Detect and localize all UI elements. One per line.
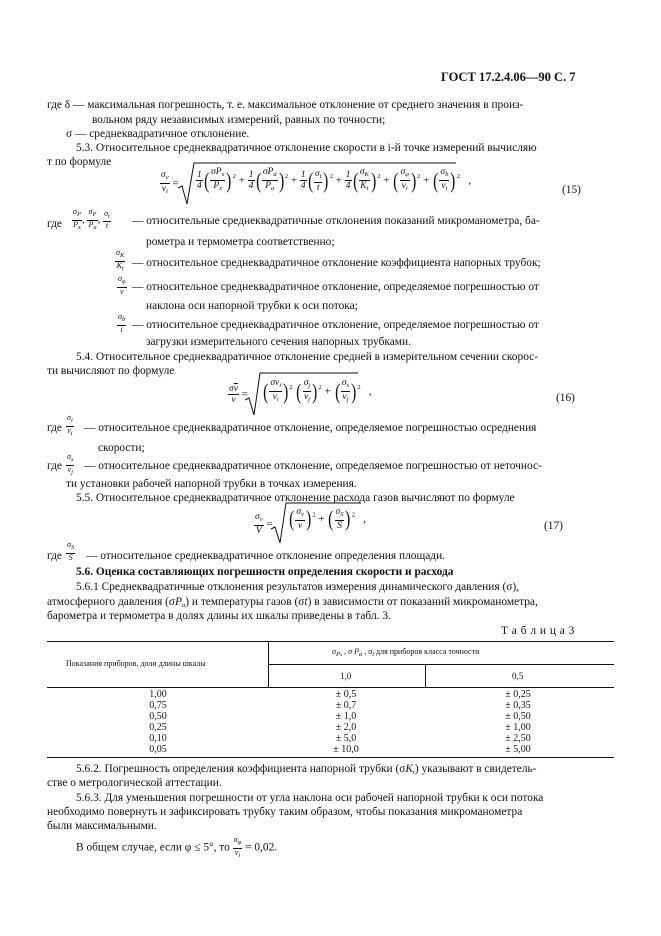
p56-line1: 5.6.1 Среднеквадратичные отклонения результатов измерения динамического давления (σ),	[76, 581, 520, 593]
table-bottom-rule	[47, 757, 614, 758]
table-group-header: $\sigma_{Px}$ , σ $P_a$ , $\sigma_t$ для приборов класса точности	[332, 647, 480, 658]
defs16-prefix2: где	[47, 460, 62, 472]
p55-line1: 5.5. Относительное среднеквадратичное отклонение расхода газов вычисляют по формуле	[76, 492, 515, 504]
p54-line1: 5.4. Относительное среднеквадратичное отклонение средней в измерительном сечении скорос-	[76, 351, 539, 363]
table-cell-reading: 0,50	[149, 711, 167, 722]
table3-caption: Т а б л и ц а 3	[501, 625, 575, 637]
defs17-prefix: где	[47, 550, 62, 562]
defs16-line3: — относительное среднеквадратичное отклонение, определяемое погрешностью от неточнос-	[84, 460, 542, 472]
p56-line3: барометра и термометра в долях длины их шкалы приведены в табл. 3.	[47, 610, 391, 622]
delta-def-line1: где δ — максимальная погрешность, т. е. максимальное отклонение от среднего значения в произ-	[47, 99, 524, 111]
table-cell-class-1: ± 0,5	[335, 689, 357, 700]
table-cell-class-1: ± 10,0	[333, 744, 359, 755]
table-cell-reading: 1,00	[149, 689, 167, 700]
p562-line2: стве о метрологической аттестации.	[47, 777, 222, 789]
table-cell-class-05: ± 0,50	[505, 711, 531, 722]
p562-line1: 5.6.2. Погрешность определения коэффициента напорной трубки $(\sigma K_t)$ указывают в свидетель-	[76, 763, 537, 776]
p53-line2: т по формуле	[47, 156, 112, 168]
frac-sigma-S: $\frac{\sigma_S}{S}$	[67, 540, 75, 562]
formula-16: $\frac{\sigma\overline{v}}{v}$ =	[229, 384, 248, 405]
p53-line1: 5.3. Относительное среднеквадратичное отклонение скорости в i-й точке измерений вычисляю	[76, 142, 537, 154]
p563-line2: необходимо повернуть и зафиксировать трубку таким образом, чтобы показания микроманометра	[47, 806, 523, 818]
delta-def-line2: вольном ряду независимых измерений, равных по точности;	[92, 114, 386, 126]
table-class-1: 1,0	[340, 671, 352, 681]
p56-heading: 5.6. Оценка составляющих погрешности определения скорости и расхода	[76, 566, 454, 578]
p563-line1: 5.6.3. Для уменьшения погрешности от угла наклона оси рабочей напорной трубки к оси потока	[76, 792, 544, 804]
table-cell-class-1: ± 0,7	[335, 700, 357, 711]
frac-sigma-i-vi: $\frac{\sigma_i}{v_i}$	[67, 413, 73, 437]
table-col1-header: Показания приборов, доли длины шкалы	[66, 659, 206, 668]
defs15-line3: — относительное среднеквадратичное отклонение коэффициента напорных трубок;	[132, 257, 541, 269]
table-cell-reading: 0,25	[149, 722, 167, 733]
table-class-divider	[425, 664, 426, 687]
eq-number-16: (16)	[556, 392, 575, 404]
table-cell-reading: 0,75	[149, 700, 167, 711]
defs15-fracs: $\frac{\sigma_P}{P_x}$ , $\frac{\sigma_P}{P_a}$ , $\frac{\sigma_t}{t}$	[73, 207, 110, 231]
defs15-line6: — относительное среднеквадратичное отклонение, определяемое погрешностью от	[132, 319, 539, 331]
table-cell-class-05: ± 1,00	[505, 722, 531, 733]
eq-number-17: (17)	[544, 520, 563, 532]
table-mid-rule	[268, 664, 614, 665]
p54-line2: ти вычисляют по формуле	[47, 365, 175, 377]
table-cell-class-1: ± 1,0	[335, 711, 357, 722]
defs15-prefix: где	[47, 218, 62, 230]
defs15-line5: наклона оси напорной трубки к оси потока;	[146, 300, 358, 312]
table-top-rule	[47, 641, 614, 642]
frac-sigma-phi: $\frac{\sigma_\varphi}{v}$	[118, 274, 126, 296]
sigma-def: σ — среднеквадратичное отклонение.	[66, 128, 250, 140]
p56-line2: атмосферного давления $(\sigma P_a)$ и температуры газов (σt) в зависимости от показаний микроманометра,	[47, 596, 538, 609]
table-class-05: 0,5	[512, 671, 524, 681]
table-cell-reading: 0,05	[149, 744, 167, 755]
frac-sigma-s-vj: $\frac{\sigma_s}{v_j}$	[67, 452, 74, 476]
table-cell-class-05: ± 0,35	[505, 700, 531, 711]
frac-sigma-K: $\frac{\sigma_K}{K_t}$	[116, 248, 125, 272]
formula-15-body: $\frac{1}{4}$ ( $\frac{\sigma P_x}{P_x}$ )$^2$ + $\frac{1}{4}$ ( $\frac{\sigma P_a}{P_a}$ )$^2$ + $\frac{1}{4}$ ( $\frac{\sigma_t}{t}$ )$^2$ + $\frac{1}{4}$ ( $\frac{\sigma_K}{K_t}$ )$^2$ + ( $\frac{\sigma_\varphi}{v_i}$ )$^2$ + ( $\frac{\sigma_b}{v_i}$ )$^2$ ,	[197, 167, 471, 193]
table-cell-class-1: ± 5,0	[335, 733, 357, 744]
table-cell-class-1: ± 2,0	[335, 722, 357, 733]
defs16-line1: — относительное среднеквадратичное отклонение, определяемое погрешностью осреднения	[84, 422, 537, 434]
defs16-line2: скорости;	[98, 442, 145, 454]
defs15-line2: рометра и термометра соответственно;	[146, 236, 335, 248]
defs17-line1: — относительное среднеквадратичное отклонение определения площади.	[86, 550, 446, 562]
formula-17-body: ( $\frac{\sigma_v}{v}$ )$^2$ + ( $\frac{\sigma_S}{S}$ )$^2$ ,	[289, 506, 367, 531]
frac-sigma-v: $\frac{\sigma_v}{v_i}$	[161, 170, 169, 195]
formula-17: $\frac{\sigma_v}{V}$ =	[255, 512, 273, 536]
table-cell-class-05: ± 0,25	[505, 689, 531, 700]
final-line: В общем случае, если φ ≤ 5°, то $\frac{\sigma_\varphi}{v_i}$ = 0,02.	[76, 835, 278, 859]
formula-15: $\frac{\sigma_v}{v_i}$ =	[161, 170, 179, 195]
table-cell-reading: 0,10	[149, 733, 167, 744]
defs16-prefix1: где	[47, 422, 62, 434]
table-header-rule	[47, 687, 614, 688]
frac-sigma-b: $\frac{\sigma_b}{i}$	[118, 312, 126, 334]
defs15-line7: загрузки измерительного сечения напорных трубками.	[146, 336, 411, 348]
defs15-line4: — относительное среднеквадратичное отклонение, определяемое погрешностью от	[132, 281, 539, 293]
defs15-line1: — относительные среднеквадратичные отклонения показаний микроманометра, ба-	[132, 215, 540, 227]
page-header: ГОСТ 17.2.4.06—90 С. 7	[441, 70, 576, 84]
table-cell-class-05: ± 5,00	[505, 744, 531, 755]
formula-16-body: ( $\frac{\sigma v_i}{v_i}$ )$^2$ ( $\frac{\sigma_j}{v_j}$ )$^2$ + ( $\frac{\sigma_s}{v_j}$ )$^2$ ,	[263, 378, 372, 404]
defs16-line4: ти установки рабочей напорной трубки в точках измерения.	[66, 478, 357, 490]
p563-line3: были максимальными.	[47, 820, 157, 832]
eq-number-15: (15)	[562, 184, 581, 196]
table-cell-class-05: ± 2,50	[505, 733, 531, 744]
